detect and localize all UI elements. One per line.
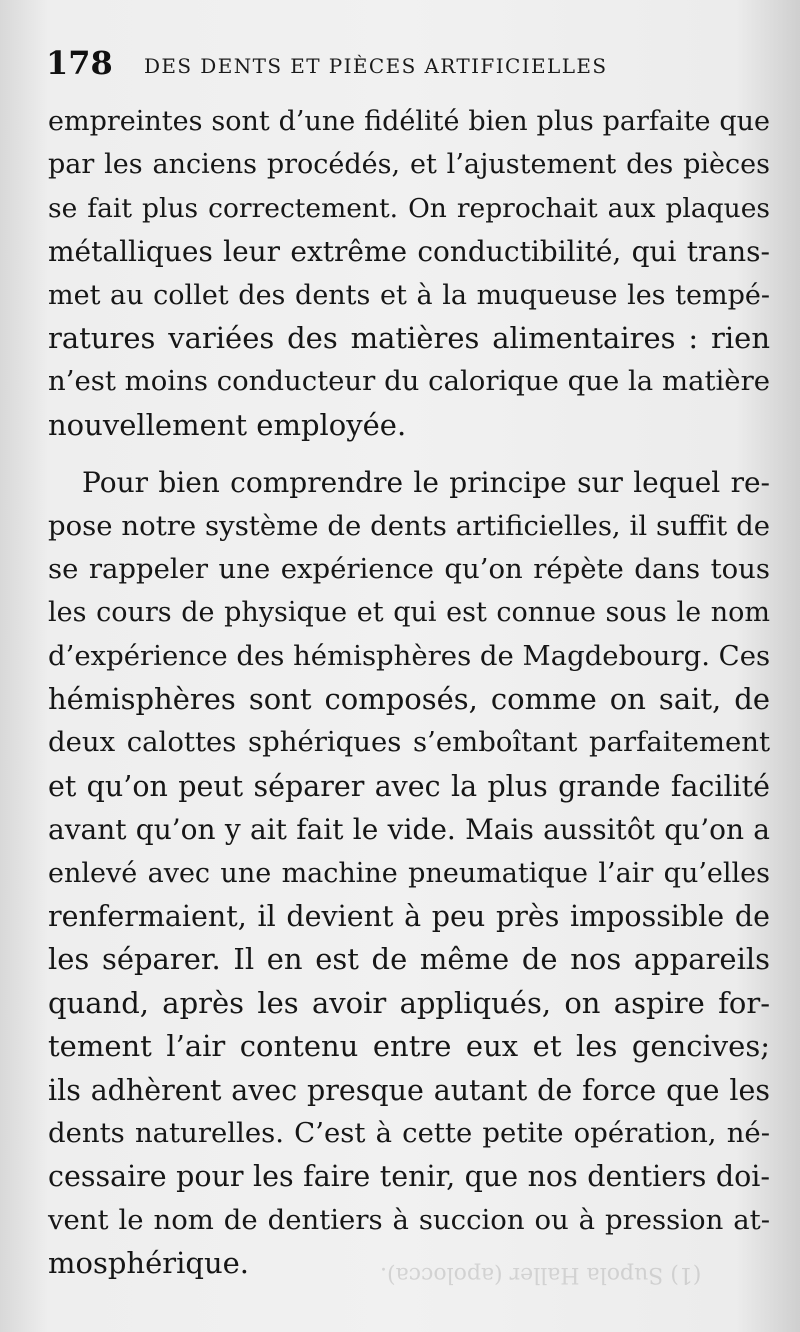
page-number: 178 xyxy=(46,44,113,82)
text-line: quand, après les avoir appliqués, on aspire for- xyxy=(48,985,770,1020)
text-line: ratures variées des matières alimentaires : rien xyxy=(48,320,770,355)
text-line: Pour bien comprendre le principe sur lequel re- xyxy=(82,466,770,500)
running-head: DES DENTS ET PIÈCES ARTIFICIELLES xyxy=(144,54,608,78)
body-text xyxy=(48,100,770,1286)
text-line: empreintes sont d’une fidélité bien plus parfaite que xyxy=(48,106,770,137)
text-line: vent le nom de dentiers à succion ou à pression at- xyxy=(48,1203,770,1236)
text-line: se fait plus correctement. On reprochait aux plaques xyxy=(48,192,770,224)
text-line: les cours de physique et qui est connue sous le nom xyxy=(48,597,770,629)
text-line: métalliques leur extrême conductibilité, qui trans- xyxy=(48,235,770,269)
paragraph xyxy=(48,461,770,1285)
text-line: cessaire pour les faire tenir, que nos dentiers doi- xyxy=(48,1160,770,1194)
text-line: par les anciens procédés, et l’ajustement des pièces xyxy=(48,149,770,181)
text-line: enlevé avec une machine pneumatique l’air qu’elles xyxy=(48,857,770,889)
text-line: met au collet des dents et à la muqueuse les tempé- xyxy=(48,279,770,311)
text-line: se rappeler une expérience qu’on répète dans tous xyxy=(48,552,770,585)
text-line: dents naturelles. C’est à cette petite opération, né- xyxy=(48,1116,770,1149)
text-line: d’expérience des hémisphères de Magdebourg. Ces xyxy=(48,639,771,672)
paragraph-gap xyxy=(48,447,770,461)
text-line: ils adhèrent avec presque autant de force que les xyxy=(48,1073,770,1107)
text-line: renfermaient, il devient à peu près impossible de xyxy=(48,900,770,934)
page-header xyxy=(46,44,770,84)
text-line: et qu’on peut séparer avec la plus grande facilité xyxy=(48,769,770,803)
show-through-text: (1) Supola Haller (apolocca). xyxy=(380,1262,702,1287)
paragraph xyxy=(48,100,770,447)
text-line: nouvellement employée. xyxy=(48,407,407,442)
text-line: mosphérique. xyxy=(48,1246,250,1281)
text-line: n’est moins conducteur du calorique que la matière xyxy=(48,365,770,398)
text-line: tement l’air contenu entre eux et les gencives; xyxy=(48,1029,770,1064)
text-line: avant qu’on y ait fait le vide. Mais aussitôt qu’on a xyxy=(48,813,770,847)
text-line: les séparer. Il en est de même de nos appareils xyxy=(48,942,770,977)
text-line: pose notre système de dents artificielles, il suffit de xyxy=(48,509,770,542)
text-line: hémisphères sont composés, comme on sait, de xyxy=(48,682,770,717)
text-line: deux calottes sphériques s’emboîtant parfaitement xyxy=(48,726,770,759)
